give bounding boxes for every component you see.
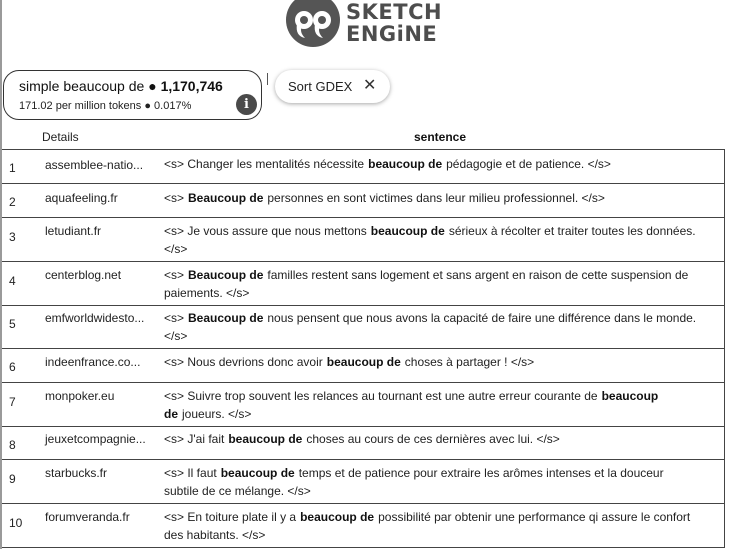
column-header-sentence[interactable]: sentence xyxy=(414,130,467,144)
kwic-right: nous pensent que nous avons la capacité de faire une différence dans le monde. </s> xyxy=(164,311,697,343)
source-domain-link[interactable]: emfworldwidesto... xyxy=(45,311,145,325)
sketch-engine-logo[interactable] xyxy=(285,0,445,50)
logo-line-1: SKETCH xyxy=(346,0,443,24)
kwic-left: <s> Changer les mentalités nécessite xyxy=(164,157,365,171)
kwic-sentence[interactable] xyxy=(164,508,699,544)
source-domain-link[interactable]: aquafeeling.fr xyxy=(45,191,118,205)
source-domain-link[interactable]: forumveranda.fr xyxy=(45,510,130,524)
kwic-left: <s> xyxy=(164,311,185,325)
toolbar-separator xyxy=(267,73,268,85)
kwic-left: <s> J'ai fait xyxy=(164,432,225,446)
table-row xyxy=(2,306,725,349)
kwic-right: possibilité par obtenir une performance qi assure le confort des habitants. </s> xyxy=(164,510,691,542)
keyword: Beaucoup de xyxy=(188,268,264,282)
kwic-left: <s> En toiture plate il y a xyxy=(164,510,297,524)
kwic-right: choses au cours de ces dernières avec lui. </s> xyxy=(306,432,560,446)
keyword: beaucoup de xyxy=(326,355,401,369)
keyword: beaucoup de xyxy=(164,389,659,421)
table-row xyxy=(2,150,725,184)
row-number: 4 xyxy=(9,274,16,288)
kwic-sentence[interactable] xyxy=(164,464,699,500)
source-domain-link[interactable]: monpoker.eu xyxy=(45,389,115,403)
kwic-right: choses à partager ! </s> xyxy=(404,355,535,369)
kwic-right: familles restent sans logement et sans argent en raison de cette suspension de paiements. </s> xyxy=(164,268,689,300)
row-number: 5 xyxy=(9,317,16,331)
keyword: beaucoup de xyxy=(300,510,375,524)
table-row xyxy=(2,218,725,262)
keyword: beaucoup de xyxy=(370,224,445,238)
table-row xyxy=(2,262,725,306)
kwic-sentence[interactable] xyxy=(164,309,699,345)
kwic-sentence[interactable] xyxy=(164,222,699,258)
kwic-left: <s> Je vous assure que nous mettons xyxy=(164,224,367,238)
keyword: beaucoup de xyxy=(368,157,443,171)
kwic-sentence[interactable] xyxy=(164,430,699,448)
source-domain-link[interactable]: jeuxetcompagnie... xyxy=(45,432,146,446)
kwic-left: <s> Suivre trop souvent les relances au tournant est une autre erreur courante de xyxy=(164,389,598,403)
source-domain-link[interactable]: indeenfrance.co... xyxy=(45,355,141,369)
sort-gdex-label: Sort GDEX xyxy=(288,79,353,94)
row-number: 2 xyxy=(9,195,16,209)
keyword: Beaucoup de xyxy=(188,191,264,205)
query-text: simple beaucoup de xyxy=(19,78,145,94)
kwic-right: temps et de patience pour extraire les arômes intenses et la douceur subtile de ce mélange. </s> xyxy=(164,466,664,498)
kwic-right: pédagogie et de patience. </s> xyxy=(446,157,611,171)
source-domain-link[interactable]: assemblee-natio... xyxy=(45,158,144,172)
table-row xyxy=(2,184,725,218)
sort-gdex-chip[interactable] xyxy=(275,70,390,103)
table-row xyxy=(2,427,725,460)
keyword: beaucoup de xyxy=(228,432,303,446)
concordance-summary-box xyxy=(3,70,262,120)
row-number: 8 xyxy=(9,438,16,452)
keyword: beaucoup de xyxy=(220,466,295,480)
logo-line-2: ENGiNE xyxy=(346,22,438,46)
bullet-separator: ● xyxy=(148,78,157,94)
row-number: 9 xyxy=(9,472,16,486)
logo-wordmark xyxy=(346,1,442,45)
source-domain-link[interactable]: centerblog.net xyxy=(45,268,122,282)
concordance-table xyxy=(2,149,725,548)
kwic-left: <s> xyxy=(164,268,185,282)
kwic-sentence[interactable] xyxy=(164,266,699,302)
frequency-stats: 171.02 per million tokens ● 0.017% xyxy=(19,100,192,112)
kwic-sentence[interactable] xyxy=(164,387,699,423)
row-number: 6 xyxy=(9,360,16,374)
table-row xyxy=(2,504,725,548)
kwic-sentence[interactable] xyxy=(164,353,699,371)
source-domain-link[interactable]: starbucks.fr xyxy=(45,466,108,480)
sketch-engine-logo-icon xyxy=(285,0,341,48)
kwic-right: sérieux à récolter et traiter toutes les données. </s> xyxy=(164,224,696,256)
row-number: 10 xyxy=(9,516,23,530)
kwic-left: <s> xyxy=(164,191,185,205)
info-icon[interactable]: i xyxy=(236,94,257,115)
row-number: 3 xyxy=(9,230,16,244)
table-row xyxy=(2,383,725,427)
row-number: 7 xyxy=(9,395,16,409)
kwic-right: personnes en sont victimes dans leur milieu professionnel. </s> xyxy=(267,191,605,205)
summary-main-line xyxy=(19,78,223,94)
table-row xyxy=(2,460,725,504)
column-header-details[interactable]: Details xyxy=(42,130,79,144)
source-domain-link[interactable]: letudiant.fr xyxy=(45,224,102,238)
kwic-sentence[interactable] xyxy=(164,189,699,207)
hit-count: 1,170,746 xyxy=(160,78,223,94)
kwic-sentence[interactable] xyxy=(164,155,699,173)
keyword: Beaucoup de xyxy=(188,311,264,325)
row-number: 1 xyxy=(9,161,16,175)
kwic-left: <s> Nous devrions donc avoir xyxy=(164,355,323,369)
kwic-left: <s> Il faut xyxy=(164,466,217,480)
kwic-right: joueurs. </s> xyxy=(182,407,252,421)
table-row xyxy=(2,349,725,383)
close-icon[interactable]: ✕ xyxy=(363,77,377,94)
